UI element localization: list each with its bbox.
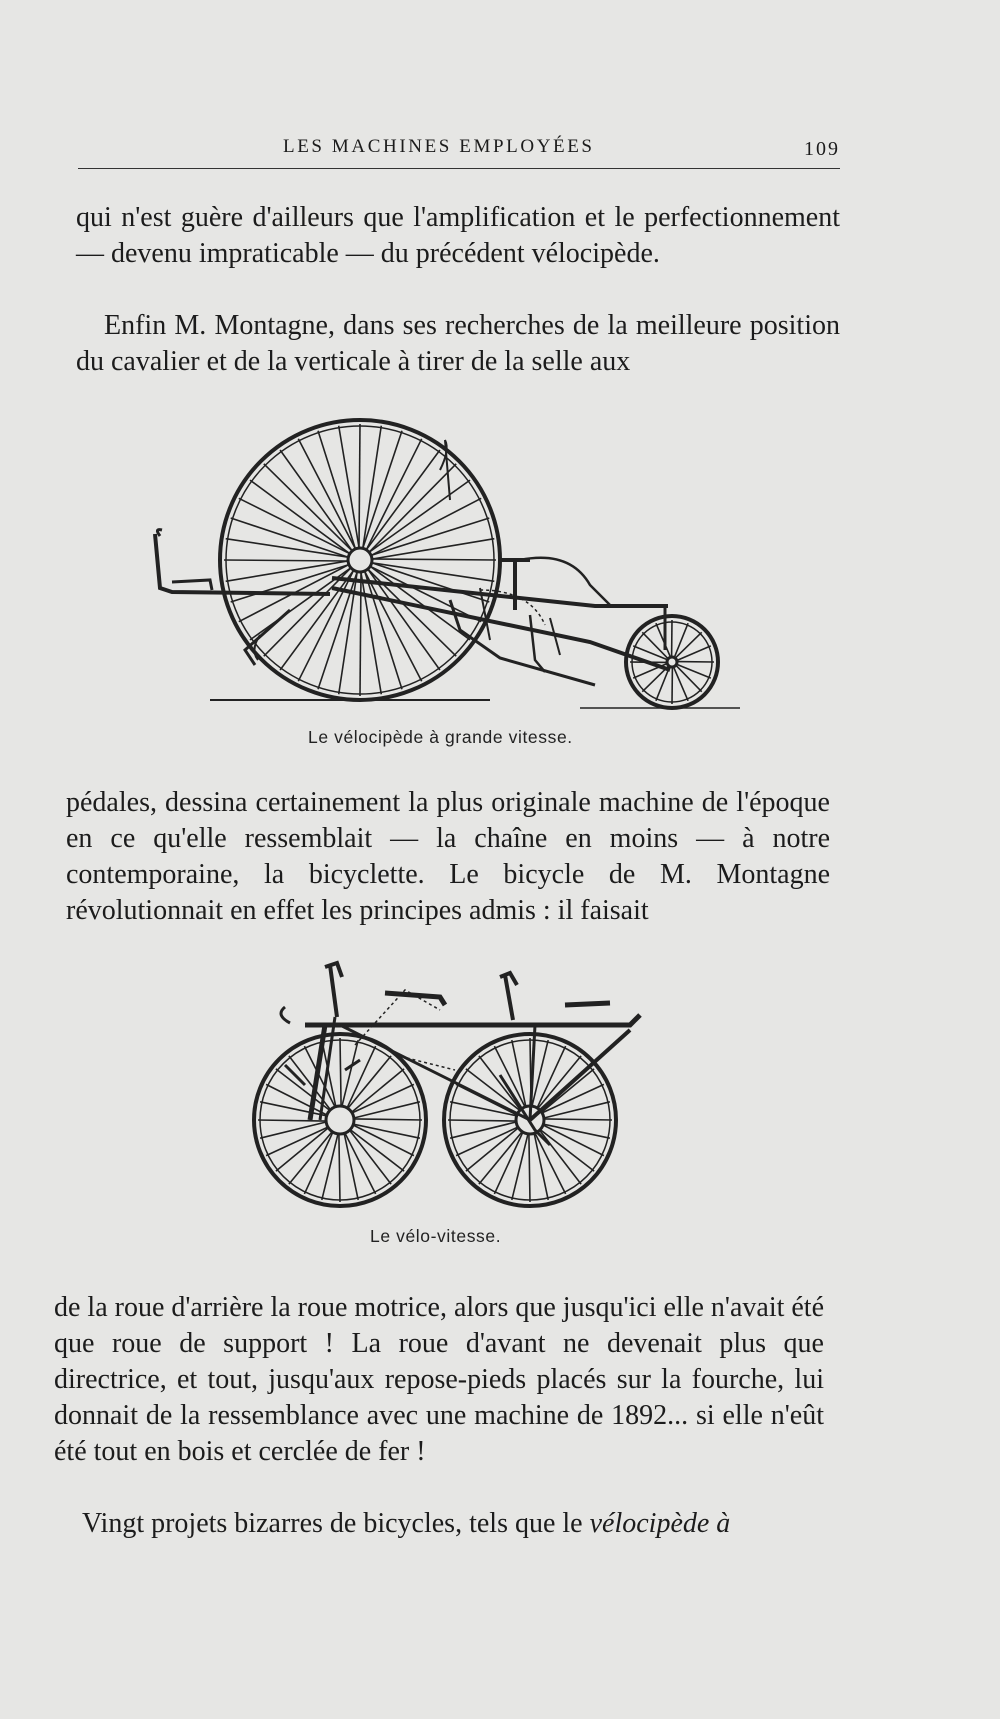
figure-2-caption: Le vélo-vitesse.: [370, 1226, 502, 1246]
paragraph-5-text: Vingt projets bizarres de bicycles, tels que le: [82, 1508, 590, 1539]
big-wheel: [220, 420, 500, 700]
figure-grande-vitesse-illustration: [150, 410, 740, 715]
front-wheel: [254, 1034, 426, 1206]
paragraph-5: [54, 1506, 824, 1542]
paragraph-1: qui n'est guère d'ailleurs que l'amplification et le perfectionnement — devenu impraticable — du précédent vélocipède.: [76, 202, 840, 269]
running-title: LES MACHINES EMPLOYÉES: [283, 136, 595, 157]
small-wheel: [626, 616, 718, 708]
figure-1-caption: Le vélocipède à grande vitesse.: [308, 727, 573, 747]
paragraph-5-italic: vélocipède à: [589, 1508, 731, 1539]
page-number: 109: [804, 138, 840, 160]
paragraph-3: pédales, dessina certainement la plus originale machine de l'époque en ce qu'elle ressemblait — la chaîne en moins — à notre contemporaine, la bicyclette. Le bicycle de M. Montagne révolutionnait en effet les principes admis : il faisait: [66, 787, 830, 926]
running-head: [78, 134, 840, 169]
paragraph-2: Enfin M. Montagne, dans ses recherches de la meilleure position du cavalier et de la verticale à tirer de la selle aux: [76, 310, 840, 377]
paragraph-4: de la roue d'arrière la roue motrice, alors que jusqu'ici elle n'avait été que roue de support ! La roue d'avant ne devenait plus que directrice, et tout, jusqu'aux repose-pieds placés sur la fourche, lui donnait de la ressemblance avec une machine de 1892... si elle n'eût été tout en bois et cerclée de fer !: [54, 1292, 825, 1467]
figure-velo-vitesse-illustration: [245, 955, 645, 1215]
